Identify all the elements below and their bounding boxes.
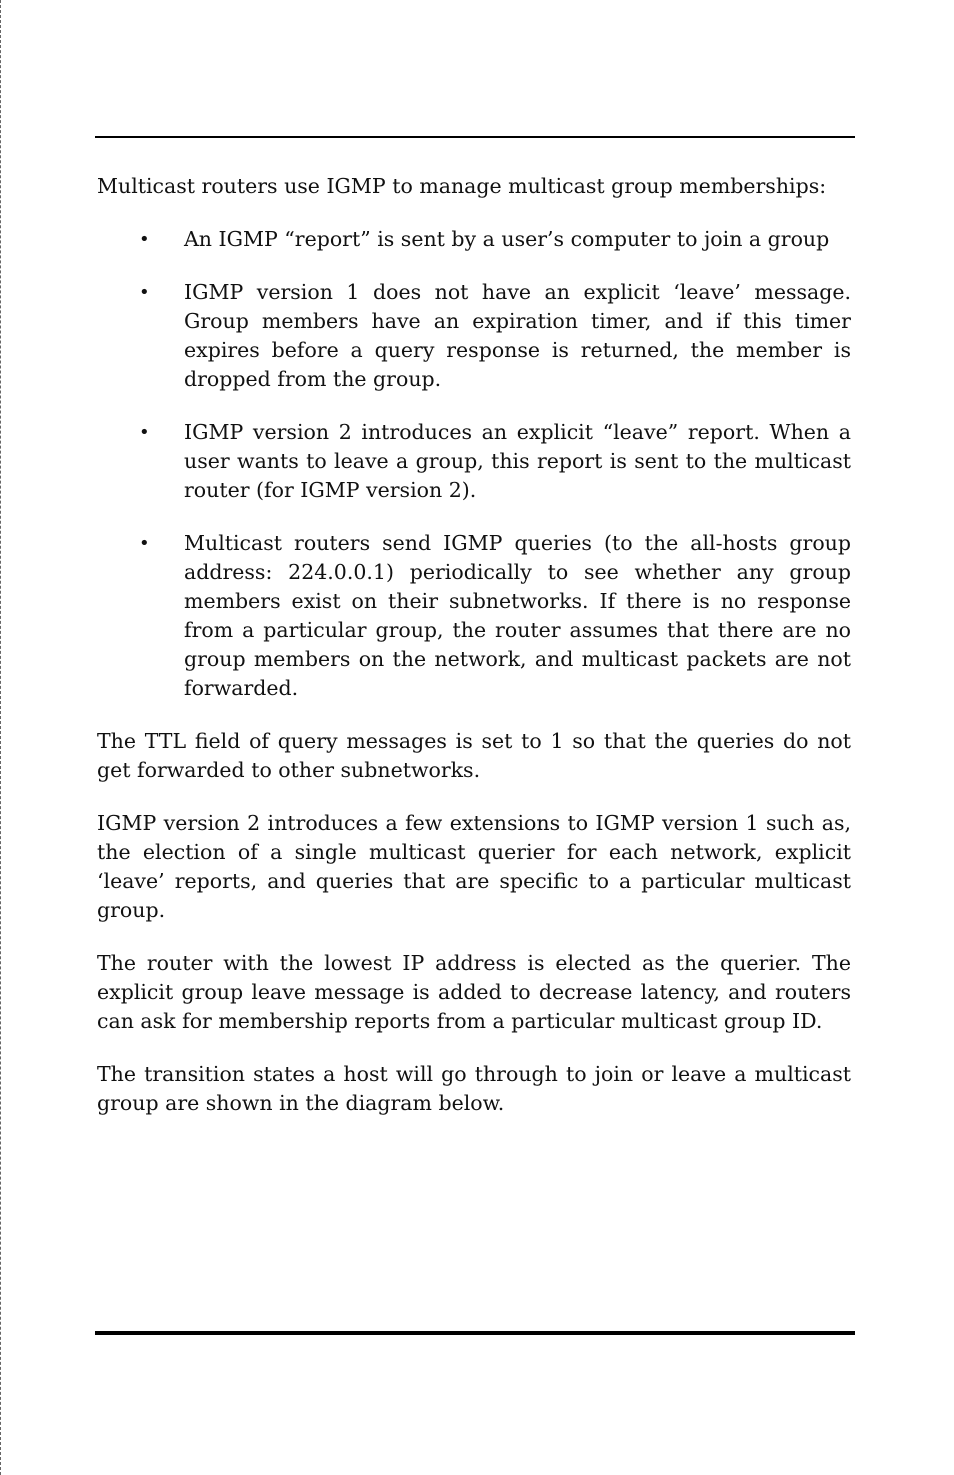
bullet-item [97,418,851,505]
bullet-icon: • [139,422,150,443]
page-edge-border [0,0,2,1475]
bullet-icon: • [139,533,150,554]
igmp-v2-extensions-paragraph: IGMP version 2 introduces a few extensions to IGMP version 1 such as, the election of a single multicast querier for each network, explicit ‘leave’ reports, and queries that are specific to a particular multicast group. [97,811,851,922]
bullet-item [97,529,851,703]
bullet-text: IGMP version 2 introduces an explicit “leave” report. When a user wants to leave a group, this report is sent to the multicast router (for IGMP version 2). [184,420,851,502]
bullet-text: IGMP version 1 does not have an explicit ‘leave’ message. Group members have an expiration timer, and if this timer expires before a query response is returned, the member is dropped from the group. [184,280,851,391]
bullet-item [97,278,851,394]
document-body [97,172,851,1142]
transition-states-paragraph: The transition states a host will go through to join or leave a multicast group are shown in the diagram below. [97,1062,851,1115]
bullet-text: An IGMP “report” is sent by a user’s computer to join a group [184,227,830,251]
ttl-paragraph: The TTL field of query messages is set to 1 so that the queries do not get forwarded to other subnetworks. [97,729,851,782]
intro-paragraph: Multicast routers use IGMP to manage multicast group memberships: [97,174,827,198]
bullet-text: Multicast routers send IGMP queries (to the all-hosts group address: 224.0.0.1) periodically to see whether any group members exist on their subnetworks. If there is no response from a particular group, the router assumes that there are no group members on the network, and multicast packets are not forwarded. [184,531,851,700]
querier-paragraph: The router with the lowest IP address is elected as the querier. The explicit group leave message is added to decrease latency, and routers can ask for membership reports from a particular multicast group ID. [97,951,851,1033]
bullet-item [97,225,851,254]
header-rule [95,136,855,138]
bullet-icon: • [139,282,150,303]
bullet-icon: • [139,229,150,250]
bullet-list [97,225,851,703]
footer-rule [95,1331,855,1335]
